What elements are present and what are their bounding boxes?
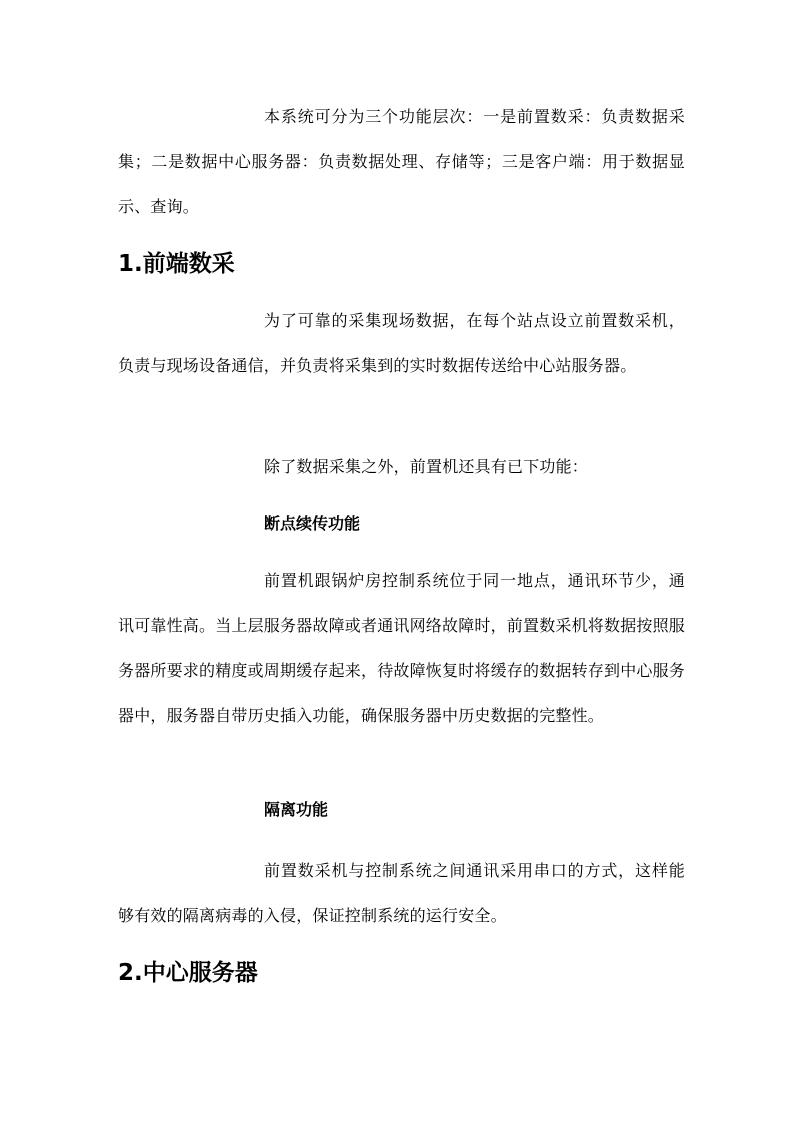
- breakpoint-resume-paragraph: 前置机跟锅炉房控制系统位于同一地点，通讯环节少，通讯可靠性高。当上层服务器故障或者通讯网络故障时，前置数采机将数据按照服务器所要求的精度或周期缓存起来，待故障恢复时将缓存的数据转存到中心服务器中，服务器自带历史插入功能，确保服务器中历史数据的完整性。: [118, 571, 686, 725]
- section-1-paragraph-1: 为了可靠的采集现场数据，在每个站点设立前置数采机，负责与现场设备通信，并负责将采集到的实时数据传送给中心站服务器。: [118, 311, 685, 375]
- section-1-heading: 1.前端数采: [118, 251, 235, 277]
- intro-paragraph: 本系统可分为三个功能层次：一是前置数采：负责数据采集；二是数据中心服务器：负责数据处理、存储等；三是客户端：用于数据显示、查询。: [118, 107, 685, 216]
- section-1-paragraph-2: 除了数据采集之外，前置机还具有已下功能：: [264, 457, 589, 476]
- subheading-isolation: 隔离功能: [264, 800, 329, 819]
- isolation-paragraph: 前置数采机与控制系统之间通讯采用串口的方式，这样能够有效的隔离病毒的入侵，保证控制系统的运行安全。: [118, 861, 685, 925]
- subheading-breakpoint-resume: 断点续传功能: [264, 514, 361, 533]
- section-2-heading: 2.中心服务器: [118, 960, 258, 986]
